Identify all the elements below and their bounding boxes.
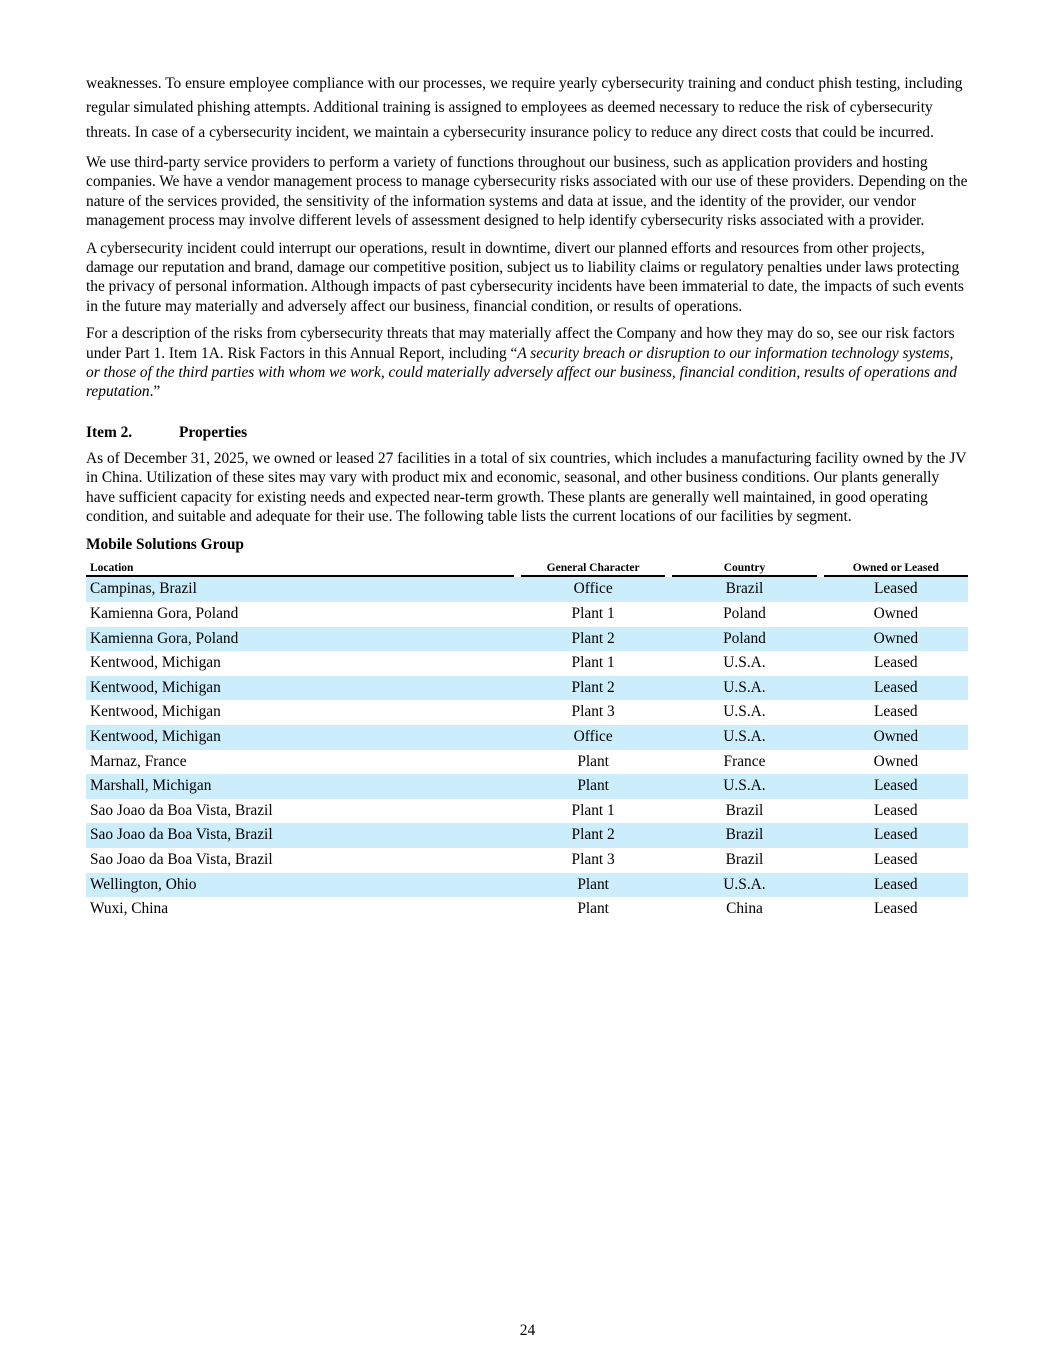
paragraph-vendor-management: We use third-party service providers to perform a variety of functions throughout our business, such as application providers and hosting companies. We have a vendor management process to manage cybersecurity risks associated with our use of these providers. Depending on the nature of the services provided, the sensitivity of the information systems and data at issue, and the identity of the provider, our vendor management process may involve different levels of assessment designed to help identify cybersecurity risks associated with a provider. xyxy=(86,153,968,230)
cell-owned-or-leased: Leased xyxy=(824,676,968,701)
cell-general-character: Plant 1 xyxy=(571,654,615,672)
paragraph-properties: As of December 31, 2025, we owned or leased 27 facilities in a total of six countries, which includes a manufacturing facility owned by the JV in China. Utilization of these sites may vary with product mix and economic, seasonal, and other business conditions. Our plants generally have sufficient capacity for existing needs and expected near-term growth. These plants are generally well maintained, in good operating condition, and suitable and adequate for their use. The following table lists the current locations of our facilities by segment. xyxy=(86,449,967,525)
cell-location: Kentwood, Michigan xyxy=(86,676,514,701)
risk-factors-lead: For a description of the risks from cybersecurity threats that may materially affect the Company and how they may do so, see our risk factors under Part 1. Item 1A. Risk Factors in this Annual Report, including “ xyxy=(86,325,955,362)
cell-country: Brazil xyxy=(672,577,816,602)
cell-location: Kentwood, Michigan xyxy=(90,654,221,672)
cell-general-character: Plant xyxy=(577,900,609,918)
cell-general-character: Plant xyxy=(521,873,665,898)
cell-country: Poland xyxy=(672,627,816,652)
table-row xyxy=(86,873,968,898)
paragraph-risk-factors xyxy=(86,324,968,402)
item-title: Properties xyxy=(179,423,248,441)
cell-owned-or-leased: Leased xyxy=(824,774,968,799)
table-row xyxy=(86,823,968,848)
table-row xyxy=(86,725,968,750)
cell-owned-or-leased: Leased xyxy=(824,823,968,848)
cell-location: Kamienna Gora, Poland xyxy=(90,604,239,622)
cell-country: U.S.A. xyxy=(723,703,766,721)
cell-location: Marshall, Michigan xyxy=(86,774,514,799)
cell-general-character: Plant 1 xyxy=(571,604,615,622)
table-row xyxy=(86,750,968,775)
table-row xyxy=(86,848,968,873)
cell-country: Brazil xyxy=(725,801,764,819)
cell-location: Campinas, Brazil xyxy=(86,577,514,602)
cell-general-character: Plant 1 xyxy=(571,801,615,819)
page-number: 24 xyxy=(519,1322,536,1339)
cell-general-character: Plant 2 xyxy=(521,627,665,652)
cell-general-character: Plant xyxy=(521,774,665,799)
cell-country: Brazil xyxy=(725,850,764,868)
table-row xyxy=(86,799,968,824)
table-row xyxy=(86,774,968,799)
cell-general-character: Plant 2 xyxy=(521,676,665,701)
cell-country: U.S.A. xyxy=(672,676,816,701)
header-location: Location xyxy=(86,558,514,577)
cell-owned-or-leased: Owned xyxy=(873,752,919,770)
cell-country: Brazil xyxy=(672,823,816,848)
table-row xyxy=(86,676,968,701)
table-row xyxy=(86,602,968,627)
header-owned-or-leased: Owned or Leased xyxy=(824,558,968,577)
cell-location: Marnaz, France xyxy=(90,752,187,770)
header-country: Country xyxy=(672,558,816,577)
cell-owned-or-leased: Leased xyxy=(874,654,918,672)
item-heading xyxy=(86,423,968,443)
cell-country: U.S.A. xyxy=(672,774,816,799)
cell-general-character: Office xyxy=(521,725,665,750)
cell-country: U.S.A. xyxy=(723,654,766,672)
cell-country: China xyxy=(726,900,763,918)
cell-location: Wuxi, China xyxy=(90,900,169,918)
cell-owned-or-leased: Owned xyxy=(824,725,968,750)
cell-location: Sao Joao da Boa Vista, Brazil xyxy=(90,801,273,819)
cell-location: Wellington, Ohio xyxy=(86,873,514,898)
table-row xyxy=(86,577,968,602)
table-row xyxy=(86,651,968,676)
cell-owned-or-leased: Leased xyxy=(874,900,918,918)
table-row xyxy=(86,897,968,922)
cell-general-character: Office xyxy=(521,577,665,602)
item-number: Item 2. xyxy=(86,423,133,441)
cell-owned-or-leased: Leased xyxy=(874,703,918,721)
paragraph-incident-impact: A cybersecurity incident could interrupt our operations, result in downtime, divert our planned efforts and resources from other projects, damage our reputation and brand, damage our competitive position, subject us to liability claims or regulatory penalties under laws protecting the privacy of personal information. Although impacts of past cybersecurity incidents have been immaterial to date, the impacts of such events in the future may materially and adversely affect our business, financial condition, or results of operations. xyxy=(86,239,964,315)
cell-country: Poland xyxy=(723,604,766,622)
cell-owned-or-leased: Leased xyxy=(824,873,968,898)
cell-location: Kamienna Gora, Poland xyxy=(86,627,514,652)
cell-owned-or-leased: Owned xyxy=(873,604,919,622)
segment-title: Mobile Solutions Group xyxy=(86,536,244,554)
table-row xyxy=(86,700,968,725)
cell-country: U.S.A. xyxy=(672,725,816,750)
cell-location: Sao Joao da Boa Vista, Brazil xyxy=(86,823,514,848)
cell-general-character: Plant 2 xyxy=(521,823,665,848)
cell-owned-or-leased: Owned xyxy=(824,627,968,652)
cell-general-character: Plant 3 xyxy=(571,850,615,868)
table-row xyxy=(86,627,968,652)
header-general-character: General Character xyxy=(521,558,665,577)
document-page xyxy=(86,72,968,922)
facilities-table xyxy=(86,558,968,921)
cell-owned-or-leased: Leased xyxy=(824,577,968,602)
cell-owned-or-leased: Leased xyxy=(874,801,918,819)
cell-location: Kentwood, Michigan xyxy=(86,725,514,750)
cell-country: France xyxy=(723,752,766,770)
cell-general-character: Plant xyxy=(577,752,609,770)
risk-factor-title: A security breach or disruption to our information technology systems, or those of the third parties with whom we work, could materially adversely affect our business, financial condition, results of operations and reputation xyxy=(86,344,957,401)
cell-location: Sao Joao da Boa Vista, Brazil xyxy=(90,850,273,868)
table-header-row xyxy=(86,558,968,577)
cell-country: U.S.A. xyxy=(672,873,816,898)
cell-location: Kentwood, Michigan xyxy=(90,703,221,721)
cell-general-character: Plant 3 xyxy=(571,703,615,721)
cell-owned-or-leased: Leased xyxy=(874,850,918,868)
risk-factors-tail: .” xyxy=(149,383,161,401)
paragraph-cyber-training: weaknesses. To ensure employee compliance with our processes, we require yearly cybersecurity training and conduct phish testing, including regular simulated phishing attempts. Additional training is assigned to employees as deemed necessary to reduce the risk of cybersecurity threats. In case of a cybersecurity incident, we maintain a cybersecurity insurance policy to reduce any direct costs that could be incurred. xyxy=(86,75,963,141)
